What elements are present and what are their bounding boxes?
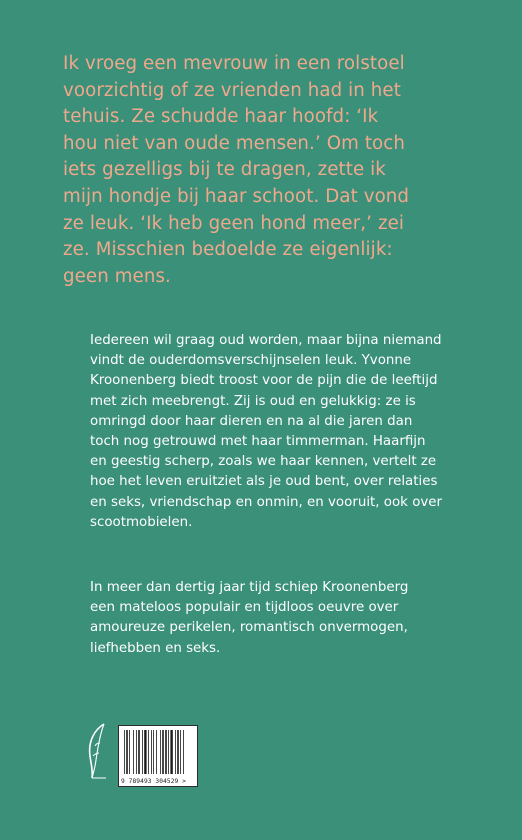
barcode-bar [153, 730, 154, 774]
barcode-bar [144, 730, 146, 774]
quote-line: geen mens. [63, 265, 171, 287]
blurb-line: toch nog getrouwd met haar timmerman. Haarfijn [90, 434, 426, 450]
barcode-bar [183, 730, 184, 774]
barcode-bar [180, 730, 181, 774]
barcode-bar [148, 730, 149, 774]
isbn-number: 9 789493 304529 > [121, 778, 187, 785]
isbn-barcode [118, 725, 198, 787]
blurb-line: omringd door haar dieren en na al die jaren dan [90, 413, 413, 429]
barcode-bar [162, 730, 164, 774]
barcode-bar [124, 730, 125, 774]
blurb-paragraph-2 [90, 578, 510, 659]
barcode-bar [160, 730, 161, 774]
blurb-line: liefhebben en seks. [90, 640, 221, 656]
quote-line: iets gezelligs bij te dragen, zette ik [63, 159, 386, 181]
blurb-line: Kroonenberg biedt troost voor de pijn die de leeftijd [90, 373, 438, 389]
barcode-bar [136, 730, 137, 774]
quote-line: hou niet van oude mensen.’ Om toch [63, 132, 405, 154]
quote-line: ze leuk. ‘Ik heb geen hond meer,’ zei [63, 212, 405, 234]
blurb-line: hoe het leven eruitziet als je oud bent, over relaties [90, 474, 438, 490]
blurb-line: met zich meebrengt. Zij is oud en gelukkig: ze is [90, 393, 416, 409]
barcode-bar [129, 730, 130, 774]
blurb-line: en seks, vriendschap en onmin, en vooruit, ook over [90, 494, 443, 510]
quote-line: ze. Misschien bedoelde ze eigenlijk: [63, 239, 393, 261]
barcode-bars [124, 730, 194, 774]
barcode-bar [156, 730, 157, 774]
pull-quote [63, 51, 483, 290]
barcode-bar [133, 730, 134, 774]
blurb-line: Iedereen wil graag oud worden, maar bijna niemand [90, 333, 442, 348]
blurb-line: amoureuze perikelen, romantisch onvermogen, [90, 620, 408, 636]
barcode-bar [177, 730, 179, 774]
barcode-bar [170, 730, 172, 774]
blurb-line: en geestig scherp, zoals we haar kennen, vertelt ze [90, 454, 437, 470]
barcode-bar [138, 730, 140, 774]
barcode-bar [168, 730, 169, 774]
barcode-bar [175, 730, 176, 774]
barcode-bar [126, 730, 128, 774]
blurb-line: een mateloos populair en tijdloos oeuvre over [90, 600, 399, 616]
quote-line: tehuis. Ze schudde haar hoofd: ‘Ik [63, 106, 379, 128]
barcode-bar [142, 730, 143, 774]
quill-feather-icon [84, 722, 110, 782]
blurb-line: In meer dan dertig jaar tijd schiep Kroonenberg [90, 580, 409, 595]
quote-line: Ik vroeg een mevrouw in een rolstoel [63, 53, 405, 74]
quote-line: mijn hondje bij haar schoot. Dat vond [63, 185, 410, 207]
barcode-bar [165, 730, 167, 774]
blurb-paragraph-1 [90, 331, 510, 533]
barcode-bar [151, 730, 152, 774]
blurb-line: scootmobielen. [90, 514, 193, 530]
quote-line: voorzichtig of ze vrienden had in het [63, 79, 401, 101]
blurb-line: vindt de ouderdomsverschijnselen leuk. Yvonne [90, 353, 412, 369]
